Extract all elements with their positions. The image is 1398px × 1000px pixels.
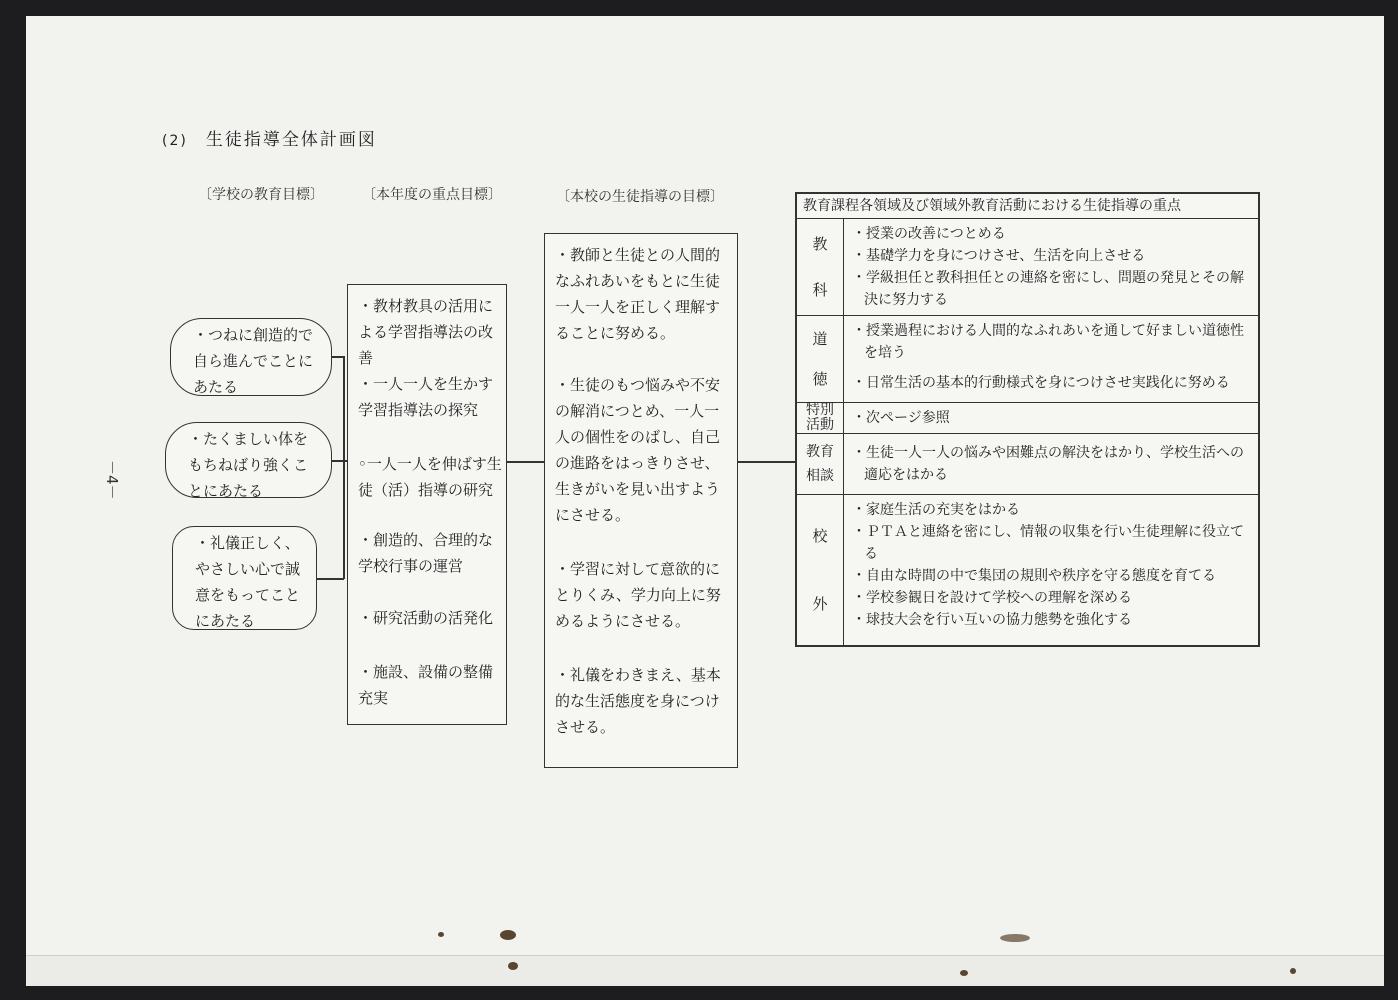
guidance-goal-item: ・教師と生徒との人間的なふれあいをもとに生徒一人一人を正しく理解することに努める。 [555, 246, 721, 342]
stain-spot [1000, 934, 1030, 942]
content-cell: ・次ページ参照 [844, 403, 1260, 434]
page-number: －4－ [103, 460, 121, 500]
stain-spot [960, 970, 968, 976]
stain-spot [508, 962, 518, 970]
annual-goal-item: ・一人一人を生かす学習指導法の探究 [358, 375, 494, 419]
annual-goal-item: ・創造的、合理的な学校行事の運営 [358, 531, 494, 575]
content-cell: ・生徒一人一人の悩みや困難点の解決をはかり、学校生活への適応をはかる [844, 434, 1260, 495]
school-goal-item: ・礼儀正しく、やさしい心で誠意をもってことにあたる [172, 526, 317, 630]
table-row [796, 434, 1259, 495]
connector-line [343, 356, 345, 579]
annual-goal-item: ◦一人一人を伸ばす生徒（活）指導の研究 [358, 455, 502, 499]
connector-line [738, 461, 796, 463]
connector-line [332, 460, 348, 462]
guidance-goals-box [544, 233, 738, 768]
guidance-focus-table [795, 192, 1260, 647]
stain-spot [500, 930, 516, 940]
table-row [796, 403, 1259, 434]
content-cell: ・授業の改善につとめる ・基礎学力を身につけさせ、生活を向上させる ・学級担任と教科担任との連絡を密にし、問題の発見とその解決に努力する [844, 219, 1260, 316]
connector-line [507, 461, 545, 463]
guidance-goals-header: 〔本校の生徒指導の目標〕 [556, 189, 724, 205]
annual-goals-box [347, 284, 507, 725]
section-number: (2) [162, 133, 188, 149]
stain-spot [1290, 968, 1296, 974]
category-cell: 特別 活動 [796, 403, 844, 434]
category-cell: 教 科 [796, 219, 844, 316]
category-cell: 道 徳 [796, 316, 844, 403]
guidance-goal-item: ・生徒のもつ悩みや不安の解消につとめ、一人一人の個性をのばし、自己の進路をはっきりさせ、生きがいを見い出すようにさせる。 [555, 376, 721, 524]
guidance-goal-item: ・礼儀をわきまえ、基本的な生活態度を身につけさせる。 [555, 666, 721, 736]
category-cell: 校 外 [796, 495, 844, 647]
table-header: 教育課程各領域及び領域外教育活動における生徒指導の重点 [796, 193, 1259, 219]
content-cell: ・授業過程における人間的なふれあいを通して好ましい道徳性を培う ・日常生活の基本的行動様式を身につけさせ実践化に努める [844, 316, 1260, 403]
connector-line [317, 578, 344, 580]
guidance-goal-item: ・学習に対して意欲的にとりくみ、学力向上に努めるようにさせる。 [555, 560, 721, 630]
school-goals-header: 〔学校の教育目標〕 [198, 187, 324, 203]
table-row [796, 495, 1259, 647]
page-title [162, 125, 377, 150]
annual-goal-item: ・教材教具の活用による学習指導法の改善 [358, 297, 494, 367]
section-title: 生徒指導全体計画図 [205, 130, 377, 150]
next-page-edge [26, 955, 1384, 986]
stain-spot [438, 932, 444, 937]
table-row [796, 316, 1259, 403]
category-cell: 教育 相談 [796, 434, 844, 495]
table-row [796, 219, 1259, 316]
annual-goal-item: ・研究活動の活発化 [358, 609, 494, 627]
content-cell: ・家庭生活の充実をはかる ・ＰＴＡと連絡を密にし、情報の収集を行い生徒理解に役立てる ・自由な時間の中で集団の規則や秩序を守る態度を育てる ・学校参観日を設けて学校への理解を深める ・球技大会を行い互いの協力態勢を強化する [844, 495, 1260, 647]
school-goal-item: ・つねに創造的で自ら進んでことにあたる [170, 318, 332, 396]
table-header-row [796, 193, 1259, 219]
school-goal-item: ・たくましい体をもちねばり強くことにあたる [165, 422, 332, 498]
annual-goals-header: 〔本年度の重点目標〕 [362, 187, 502, 203]
annual-goal-item: ・施設、設備の整備充実 [358, 663, 494, 707]
